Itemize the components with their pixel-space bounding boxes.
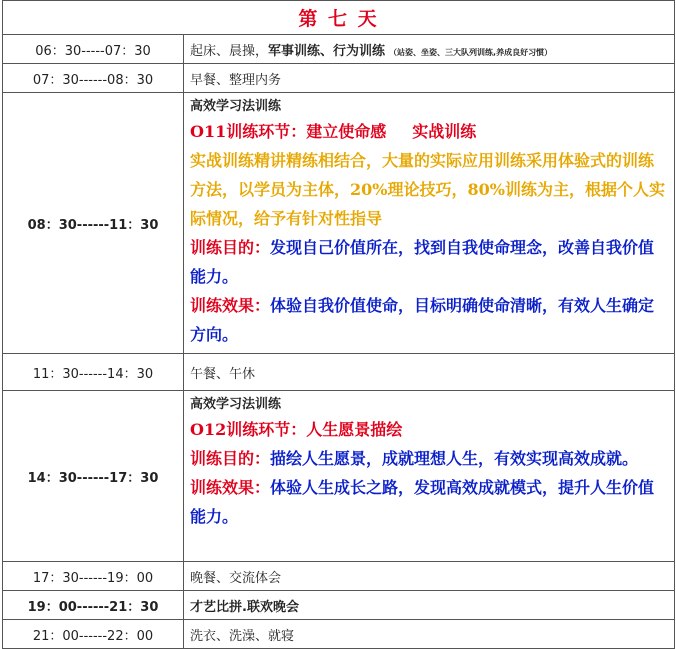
goal-label: 训练目的： — [190, 449, 271, 468]
goal-text: 发现自己价值所在，找到自我使命理念，改善自我价值能力。 — [190, 238, 655, 286]
time-cell: 07：30------08：30 — [3, 64, 184, 93]
time-cell: 06：30-----07：30 — [3, 35, 184, 64]
day-header-row — [3, 1, 675, 35]
effect-line — [190, 473, 668, 531]
effect-text: 体验自我价值使命，目标明确使命清晰，有效人生确定方向。 — [190, 296, 655, 344]
activity-text: 起床、晨操， — [190, 43, 269, 59]
time-cell: 11：30------14：30 — [3, 354, 184, 391]
session-extra: 实战训练 — [412, 122, 477, 141]
schedule-table — [2, 0, 675, 649]
time-cell: 19：00------21：30 — [3, 591, 184, 620]
activity-cell: 午餐、午休 — [184, 354, 675, 391]
session-name: O12训练环节：人生愿景描绘 — [190, 420, 403, 439]
effect-label: 训练效果： — [190, 296, 271, 315]
day-title: 第 七 天 — [298, 8, 379, 30]
method-text: 实战训练精讲精练相结合，大量的实际应用训练采用体验式的训练方法，以学员为主体，20%理论技巧，80%训练为主，根据个人实际情况，给予有针对性指导 — [190, 151, 665, 228]
activity-cell — [184, 35, 675, 64]
activity-note: （站姿、坐姿、三大队列训练,养成良好习惯） — [389, 47, 553, 57]
training-block — [184, 391, 675, 562]
block-title: 高效学习法训练 — [190, 397, 282, 412]
goal-text: 描绘人生愿景，成就理想人生，有效实现高效成就。 — [270, 449, 639, 468]
activity-cell: 早餐、整理内务 — [184, 64, 675, 93]
goal-line — [190, 444, 668, 473]
session-name: O11训练环节：建立使命感 — [190, 122, 387, 141]
time-cell: 14：30------17：30 — [3, 391, 184, 562]
schedule-row — [3, 562, 675, 591]
day-header-cell — [3, 1, 675, 35]
time-cell: 17：30------19：00 — [3, 562, 184, 591]
effect-label: 训练效果： — [190, 478, 271, 497]
schedule-row — [3, 620, 675, 649]
activity-text-bold: 军事训练、行为训练 — [268, 43, 386, 59]
activity-cell: 洗衣、洗澡、就寝 — [184, 620, 675, 649]
time-cell: 08：30------11：30 — [3, 93, 184, 354]
training-block-row — [3, 93, 675, 354]
goal-label: 训练目的： — [190, 238, 271, 257]
block-title: 高效学习法训练 — [190, 99, 282, 114]
schedule-row — [3, 591, 675, 620]
schedule-row — [3, 354, 675, 391]
goal-line — [190, 233, 668, 291]
schedule-row — [3, 64, 675, 93]
effect-text: 体验人生成长之路，发现高效成就模式，提升人生价值能力。 — [190, 478, 655, 526]
session-line — [190, 117, 668, 146]
activity-cell: 晚餐、交流体会 — [184, 562, 675, 591]
time-cell: 21：00------22：00 — [3, 620, 184, 649]
activity-cell: 才艺比拼.联欢晚会 — [184, 591, 675, 620]
effect-line — [190, 291, 668, 349]
training-block-row — [3, 391, 675, 562]
schedule-row — [3, 35, 675, 64]
training-block — [184, 93, 675, 354]
